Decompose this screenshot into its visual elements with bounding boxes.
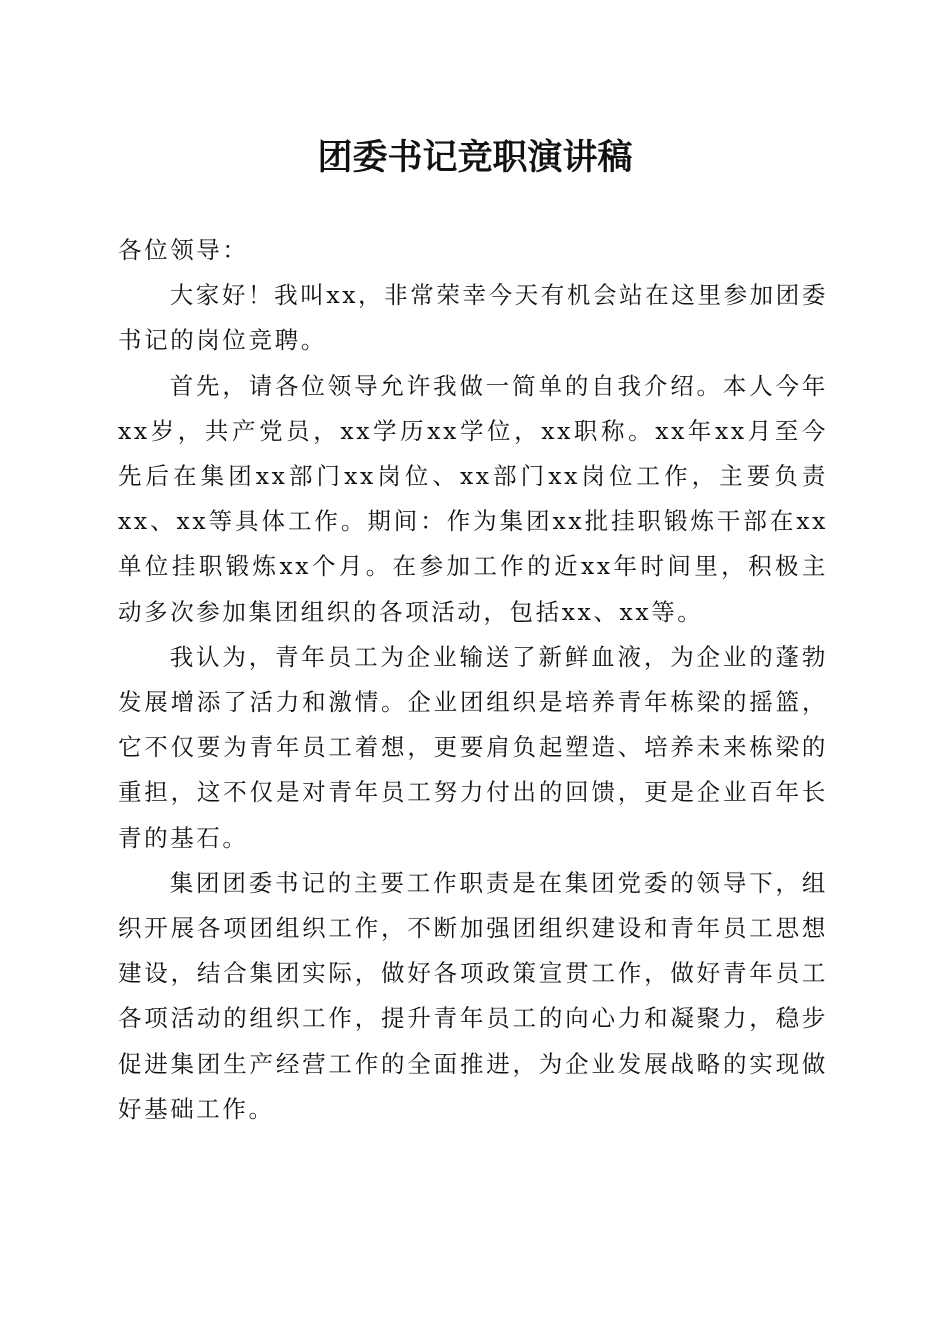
paragraph-greeting: 大家好！我叫xx，非常荣幸今天有机会站在这里参加团委书记的岗位竞聘。	[118, 281, 828, 355]
document-body	[118, 228, 828, 1132]
paragraph-youth-views: 我认为，青年员工为企业输送了新鲜血液，为企业的蓬勃发展增添了活力和激情。企业团组织是培养青年栋梁的摇篮，它不仅要为青年员工着想，更要肩负起塑造、培养未来栋梁的重担，这不仅是对青年员工努力付出的回馈，更是企业百年长青的基石。	[118, 642, 828, 852]
salutation: 各位领导：	[118, 236, 249, 264]
paragraph-responsibilities: 集团团委书记的主要工作职责是在集团党委的领导下，组织开展各项团组织工作，不断加强团组织建设和青年员工思想建设，结合集团实际，做好各项政策宣贯工作，做好青年员工各项活动的组织工作，提升青年员工的向心力和凝聚力，稳步促进集团生产经营工作的全面推进，为企业发展战略的实现做好基础工作。	[118, 868, 828, 1123]
document-title: 团委书记竞职演讲稿	[317, 137, 633, 178]
paragraph-self-introduction: 首先，请各位领导允许我做一简单的自我介绍。本人今年xx岁，共产党员，xx学历xx学位，xx职称。xx年xx月至今先后在集团xx部门xx岗位、xx部门xx岗位工作，主要负责xx、xx等具体工作。期间：作为集团xx批挂职锻炼干部在xx单位挂职锻炼xx个月。在参加工作的近xx年时间里，积极主动多次参加集团组织的各项活动，包括xx、xx等。	[118, 371, 828, 626]
